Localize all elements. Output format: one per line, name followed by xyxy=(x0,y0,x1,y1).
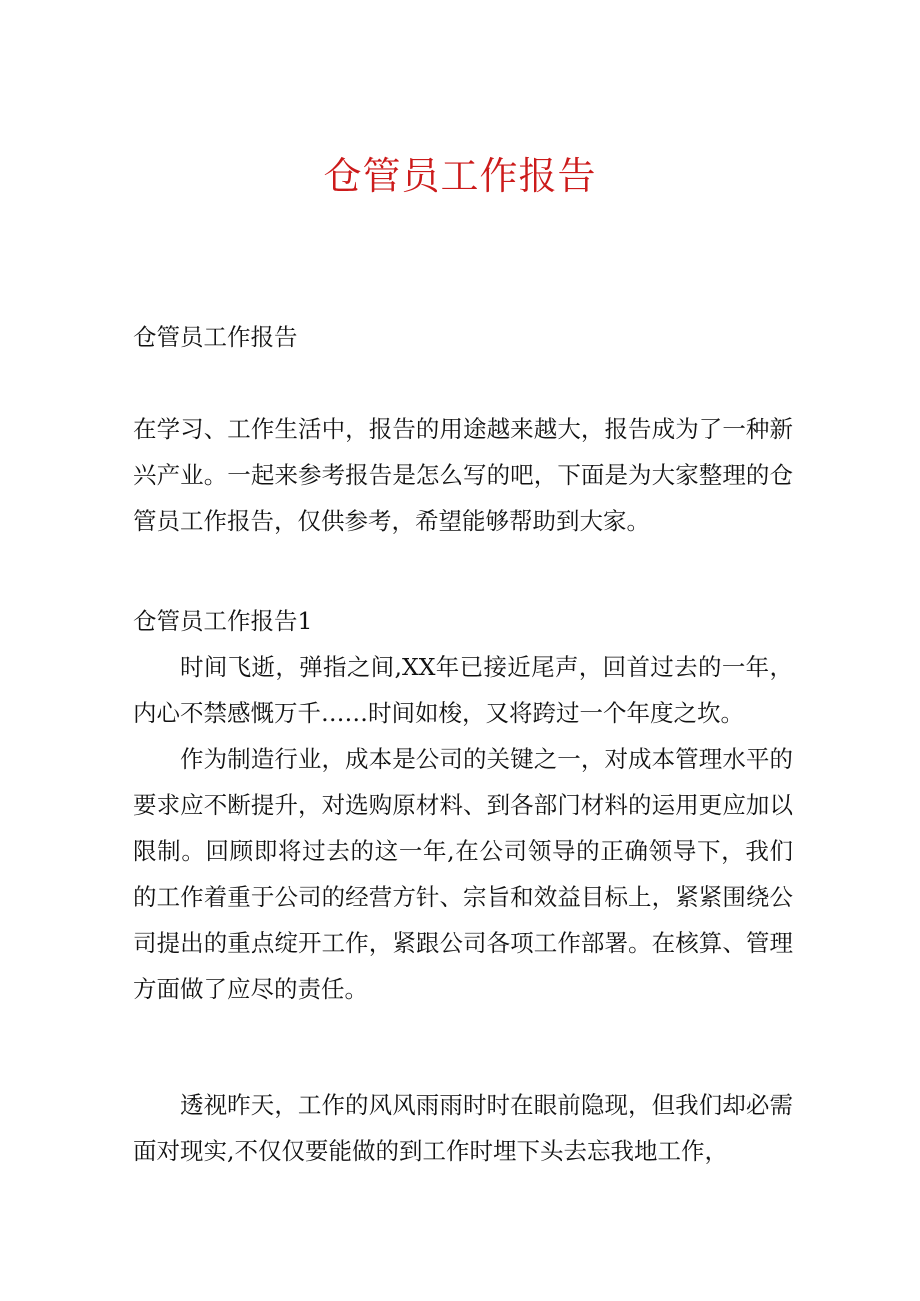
body-paragraph: 透视昨天，工作的风风雨雨时时在眼前隐现，但我们却必需面对现实,不仅仅要能做的到工作时埋下头去忘我地工作， xyxy=(133,1091,793,1165)
body-paragraph: 时间飞逝，弹指之间,XX年已接近尾声，回首过去的一年，内心不禁感慨万千……时间如梭，又将跨过一个年度之坎。 xyxy=(133,653,793,727)
body-paragraph: 作为制造行业，成本是公司的关键之一，对成本管理水平的要求应不断提升，对选购原材料、到各部门材料的运用更应加以限制。回顾即将过去的这一年,在公司领导的正确领导下，我们的工作着重于公司的经营方针、宗旨和效益目标上，紧紧围绕公司提出的重点绽开工作，紧跟公司各项工作部署。在核算、管理方面做了应尽的责任。 xyxy=(133,745,793,1003)
section-heading: 仓管员工作报告1 xyxy=(133,607,313,635)
document-subtitle: 仓管员工作报告 xyxy=(133,323,298,351)
document-title: 仓管员工作报告 xyxy=(323,154,597,198)
intro-paragraph: 在学习、工作生活中，报告的用途越来越大，报告成为了一种新兴产业。一起来参考报告是怎么写的吧，下面是为大家整理的仓管员工作报告，仅供参考，希望能够帮助到大家。 xyxy=(133,415,793,535)
